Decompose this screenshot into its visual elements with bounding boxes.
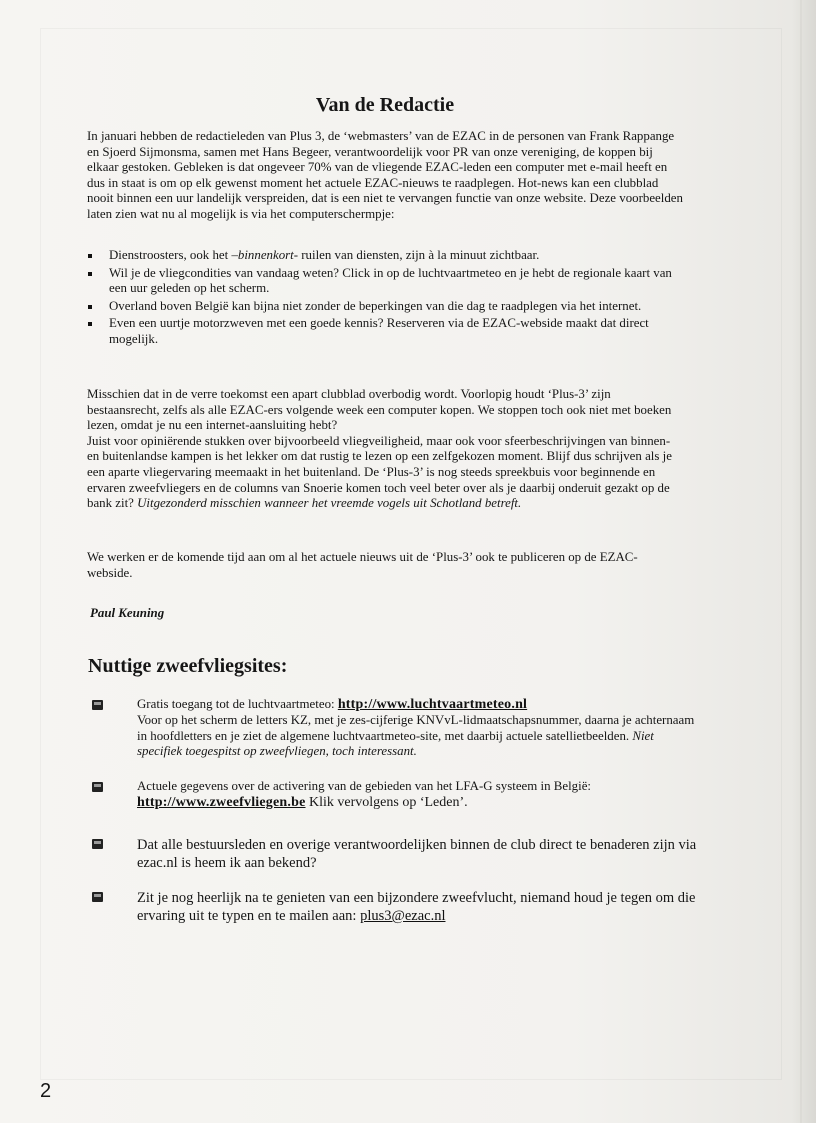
page-fold-edge	[800, 0, 802, 1123]
section-heading: Nuttige zweefvliegsites:	[88, 655, 288, 677]
body-paragraph-3: We werken er de komende tijd aan om al het actuele nieuws uit de ‘Plus-3’ ook te publiceren op de EZAC-webside.	[87, 550, 638, 580]
site-entry-lead: Gratis toegang tot de luchtvaartmeteo:	[137, 697, 338, 711]
bullet-icon	[88, 272, 92, 276]
paragraph-text-continued: Juist voor opiniërende stukken over bijvoorbeeld vliegveiligheid, maar ook voor sfeerbeschrijvingen van binnen- en buitenlandse kampen is het lekker om dat rustig te lezen op een zelfgekozen moment. Blijf dus schrijven als je een aparte vliegervaring meemaakt in het buitenland. De ‘Plus-3’ is nog steeds spreekbuis voor beginnende en ervaren zweefvliegers en de columns van Snoerie komen toch veel beter over als je daarbij onderuit gezakt op de bank zit?	[87, 433, 672, 511]
page-number: 2	[40, 1080, 52, 1102]
list-item	[87, 248, 687, 264]
list-item-text: Dienstroosters, ook het	[109, 248, 232, 262]
intro-paragraph: In januari hebben de redactieleden van Plus 3, de ‘webmasters’ van de EZAC in de personen van Frank Rappange en Sjoerd Sijmonsma, samen met Hans Begeer, verantwoordelijk voor PR van onze vereniging, de koppen bij elkaar gestoken. Gebleken is dat ongeveer 70% van de vliegende EZAC-leden een computer met e-mail heeft en dus in staat is om op elk gewenst moment het actuele EZAC-nieuws te raadplegen. Hot-news kan een clubblad nooit binnen een uur landelijk verspreiden, dat is een niet te vervangen functie van onze website. Deze voorbeelden laten zien wat nu al mogelijk is via het computerschermpje:	[87, 129, 683, 221]
site-entry-body	[137, 889, 697, 925]
monitor-bullet-icon	[92, 782, 103, 792]
list-item-text: Even een uurtje motorzweven met een goede kennis? Reserveren via de EZAC-webside maakt dat direct mogelijk.	[109, 316, 649, 346]
plus3-mail-link[interactable]: plus3@ezac.nl	[360, 908, 446, 924]
article-title: Van de Redactie	[315, 94, 455, 116]
author-signature: Paul Keuning	[90, 606, 165, 620]
zweefvliegen-link[interactable]: http://www.zweefvliegen.be	[137, 794, 306, 810]
list-item	[87, 266, 687, 297]
paragraph-text: Misschien dat in de verre toekomst een apart clubblad overbodig wordt. Voorlopig houdt ‘Plus-3’ zijn bestaansrecht, zelfs als alle EZAC-ers volgende week een computer kopen. We stoppen toch ook niet met boeken lezen, omdat je nu een internet-aansluiting hebt?	[87, 387, 672, 433]
monitor-bullet-icon	[92, 839, 103, 849]
site-entry-body	[137, 697, 697, 760]
bullet-icon	[88, 305, 92, 309]
site-entry-emphasis: Niet specifiek toegespitst op zweefvliegen, toch interessant.	[137, 728, 654, 759]
list-item	[87, 316, 687, 347]
paragraph-emphasis: Uitgezonderd misschien wanneer het vreemde vogels uit Schotland betreft.	[133, 496, 522, 511]
site-entry-text: Zit je nog heerlijk na te genieten van een bijzondere zweefvlucht, niemand houd je tegen om die ervaring uit te typen en te mailen aan:	[137, 890, 696, 924]
monitor-bullet-icon	[92, 892, 103, 902]
site-entry-body: Dat alle bestuursleden en overige verantwoordelijken binnen de club direct te benaderen zijn via ezac.nl is heem ik aan bekend?	[137, 837, 697, 871]
site-entry-text: Voor op het scherm de letters KZ, met je zes-cijferige KNVvL-lidmaatschapsnummer, daarna je achternaam in hoofdletters en je ziet de algemene luchtvaartmeteo-site, met daarbij actuele satellietbeelden.	[137, 712, 695, 743]
list-item-text: Wil je de vliegcondities van vandaag weten? Click in op de luchtvaartmeteo en je hebt de regionale kaart van een uur geleden op het scherm.	[109, 265, 672, 296]
list-item-text-end: ruilen van diensten, zijn à la minuut zichtbaar.	[298, 248, 540, 262]
site-entry-body	[137, 779, 697, 811]
list-item-text: Overland boven België kan bijna niet zonder de beperkingen van die dag te raadplegen via het internet.	[109, 298, 642, 313]
bullet-icon	[88, 322, 92, 326]
site-entry-text: Klik vervolgens op ‘Leden’.	[305, 794, 468, 810]
list-item	[87, 299, 687, 315]
site-entry-lead: Actuele gegevens over de activering van de gebieden van het LFA-G systeem in België:	[137, 779, 591, 793]
luchtvaartmeteo-link[interactable]: http://www.luchtvaartmeteo.nl	[337, 697, 528, 712]
body-paragraph-2	[87, 387, 683, 512]
bullet-icon	[88, 254, 92, 258]
monitor-bullet-icon	[92, 700, 103, 710]
list-item-emphasis: –binnenkort-	[231, 248, 299, 262]
feature-list	[87, 248, 687, 350]
